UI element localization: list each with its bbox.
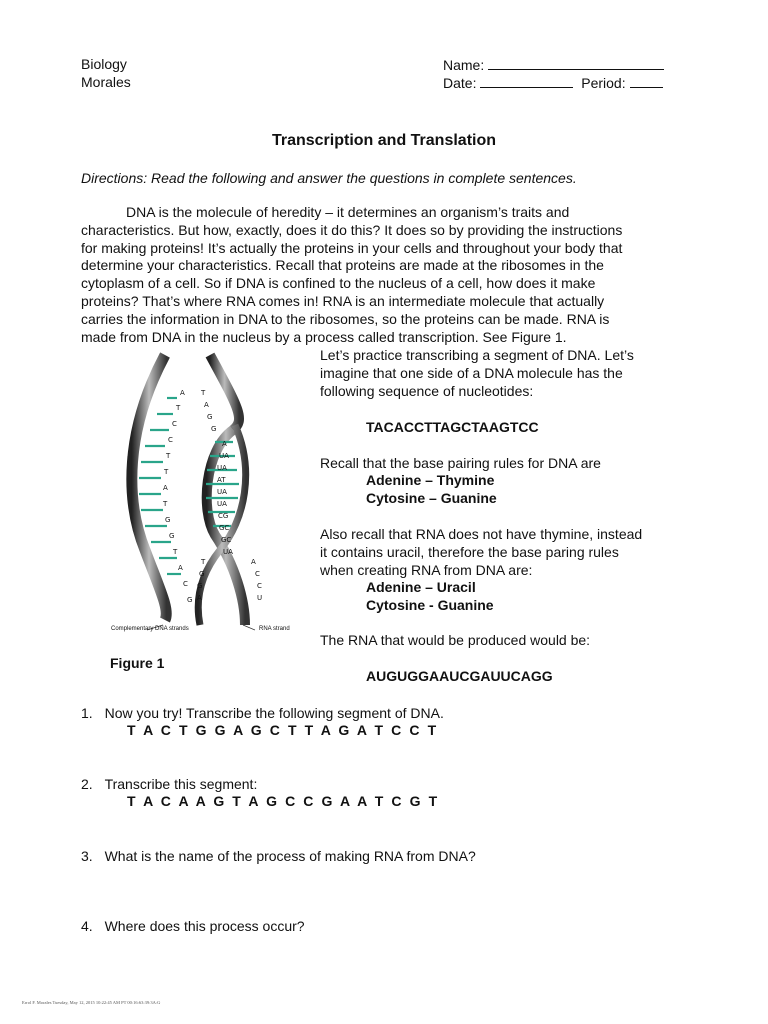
svg-text:G: G (197, 582, 203, 590)
question-2-sequence: T A C A A G T A G C C G A A T C G T (127, 793, 440, 809)
print-footer: Errol F. Morales Tuesday, May 12, 2015 10:22:45 AM PT 00:16:63:39:3A:G (22, 1000, 161, 1005)
teacher-label: Morales (81, 74, 131, 90)
svg-text:A: A (222, 440, 227, 448)
svg-text:U: U (257, 594, 263, 602)
rna-rule: Adenine – Uracil (366, 579, 476, 595)
svg-text:A: A (197, 594, 202, 602)
question-text: Now you try! Transcribe the following segment of DNA. (104, 705, 444, 721)
dna-rules-intro: Recall that the base pairing rules for DNA are (320, 455, 601, 471)
svg-text:C: C (168, 436, 173, 444)
course-label: Biology (81, 56, 127, 72)
svg-text:G: G (169, 532, 175, 540)
intro-line: for making proteins! It’s actually the proteins in your cells and throughout your body that (81, 239, 623, 256)
dna-sequence: TACACCTTAGCTAAGTCC (366, 419, 539, 435)
question-number: 1. (81, 705, 93, 721)
intro-line: characteristics. But how, exactly, does it do this? It does so by providing the instructions (81, 221, 623, 238)
rna-rule: Cytosine - Guanine (366, 597, 494, 613)
svg-text:C: C (255, 570, 260, 578)
question-3 (81, 848, 476, 864)
svg-text:A: A (163, 484, 168, 492)
intro-line: DNA is the molecule of heredity – it determines an organism’s traits and (126, 204, 570, 220)
question-1-sequence: T A C T G G A G C T T A G A T C C T (127, 722, 439, 738)
label-rna-strand: RNA strand (259, 626, 290, 632)
svg-text:UA: UA (219, 452, 229, 460)
intro-line: carries the information in DNA to the ribosomes, so the proteins can be made. RNA is (81, 310, 610, 327)
svg-text:UA: UA (217, 464, 227, 472)
question-2 (81, 776, 257, 792)
rna-sequence: AUGUGGAAUCGAUUCAGG (366, 668, 553, 684)
intro-line: proteins? That’s where RNA comes in! RNA is an intermediate molecule that actually (81, 292, 605, 309)
svg-text:UA: UA (223, 548, 233, 556)
svg-text:T: T (166, 452, 171, 460)
produced-intro: The RNA that would be produced would be: (320, 632, 591, 648)
svg-text:UA: UA (217, 488, 227, 496)
svg-text:AT: AT (217, 476, 226, 484)
question-number: 4. (81, 918, 93, 934)
question-number: 2. (81, 776, 93, 792)
date-label: Date: (443, 75, 477, 91)
figure-caption: Figure 1 (110, 655, 165, 671)
svg-text:C: C (172, 420, 177, 428)
svg-text:A: A (204, 401, 209, 409)
svg-text:T: T (176, 404, 181, 412)
rna-line: when creating RNA from DNA are: (320, 562, 533, 578)
figure-1 (105, 350, 305, 640)
dna-rule: Adenine – Thymine (366, 472, 495, 488)
directions-text: Directions: Read the following and answer the questions in complete sentences. (81, 170, 577, 186)
question-1 (81, 705, 444, 721)
question-text: What is the name of the process of making RNA from DNA? (104, 848, 476, 864)
svg-text:A: A (251, 558, 256, 566)
practice-line: imagine that one side of a DNA molecule has the (320, 365, 623, 381)
date-period-row (443, 74, 663, 91)
svg-text:T: T (173, 548, 178, 556)
svg-text:C: C (257, 582, 262, 590)
name-blank[interactable] (488, 56, 664, 70)
question-text: Transcribe this segment: (104, 776, 258, 792)
practice-line: Let’s practice transcribing a segment of DNA. Let’s (320, 347, 634, 363)
rna-line: Also recall that RNA does not have thymine, instead (320, 526, 643, 542)
svg-text:G: G (199, 570, 205, 578)
intro-line: determine your characteristics. Recall that proteins are made at the ribosomes in the (81, 257, 604, 274)
svg-text:GC: GC (219, 524, 230, 532)
dna-illustration (105, 350, 305, 640)
svg-text:G: G (211, 425, 217, 433)
dna-strand-top (210, 355, 239, 430)
svg-text:CG: CG (218, 512, 229, 520)
question-text: Where does this process occur? (104, 918, 305, 934)
svg-text:T: T (201, 389, 206, 397)
practice-line: following sequence of nucleotides: (320, 383, 534, 399)
dna-rule: Cytosine – Guanine (366, 490, 497, 506)
period-blank[interactable] (630, 74, 663, 88)
intro-paragraph (81, 204, 673, 346)
page-title: Transcription and Translation (271, 132, 497, 149)
period-label: Period: (581, 75, 626, 91)
svg-text:T: T (201, 558, 206, 566)
svg-text:C: C (183, 580, 188, 588)
question-number: 3. (81, 848, 93, 864)
svg-text:G: G (187, 596, 193, 604)
svg-text:T: T (163, 500, 168, 508)
svg-text:G: G (207, 413, 213, 421)
svg-text:T: T (164, 468, 169, 476)
intro-line: cytoplasm of a cell. So if DNA is confined to the nucleus of a cell, how does it make (81, 275, 596, 292)
intro-line: made from DNA in the nucleus by a process called transcription. See Figure 1. (81, 328, 567, 345)
svg-text:GC: GC (221, 536, 232, 544)
svg-text:A: A (178, 564, 183, 572)
svg-text:A: A (180, 389, 185, 397)
name-label: Name: (443, 57, 485, 73)
question-4 (81, 918, 305, 934)
name-field[interactable] (443, 56, 664, 73)
date-blank[interactable] (480, 74, 573, 88)
svg-text:G: G (165, 516, 171, 524)
rna-line: it contains uracil, therefore the base paring rules (320, 544, 619, 560)
label-complementary-dna: Complementary DNA strands (111, 626, 189, 632)
svg-text:UA: UA (217, 500, 227, 508)
dna-strand-left (132, 355, 166, 620)
